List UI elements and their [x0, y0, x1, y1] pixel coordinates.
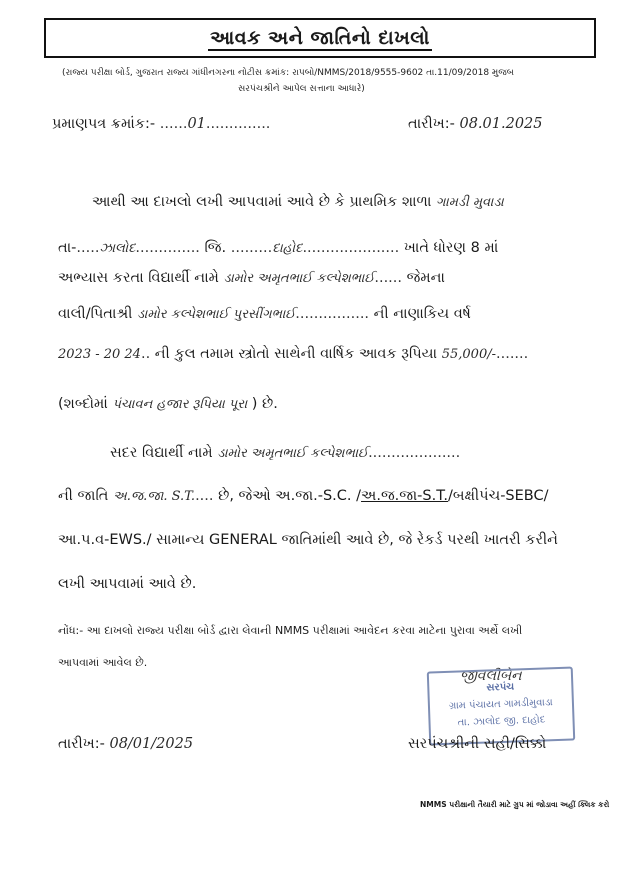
- para2-line3: આ.પ.વ-EWS./ સામાન્ય GENERAL જાતિમાંથી આવે છે, જે રેકર્ડ પરથી ખાતરી કરીને: [58, 532, 558, 548]
- certificate-number-label: પ્રમાણપત્ર ક્રમાંક:-: [52, 116, 156, 132]
- caste-options-end: /બક્ષીપંચ-SEBC/: [447, 488, 549, 504]
- school-name: ગામડી મુવાડા: [436, 195, 504, 210]
- para2-line2: ની જાતિ અ.જ.જા. S.T..... છે, જેઓ અ.જા.-S.C. /અ.જ.જા-S.T./બક્ષીપંચ-SEBC/: [58, 488, 549, 504]
- taluka-label: તા-: [58, 240, 77, 256]
- para1-line5: 2023 - 20 24.. ની કુલ તમામ સ્ત્રોતો સાથેની વાર્ષિક આવક રૂપિયા 55,000/-.......: [58, 346, 529, 362]
- title-box: [44, 18, 596, 58]
- para1-line2: તા-.....ઝાલોદ.............. જિ. .........દાહોદ..................... ખાતે ધોરણ 8 માં: [58, 240, 499, 256]
- note-line1: નોંધ:- આ દાખલો રાજ્ય પરીક્ષા બોર્ડ દ્વારા લેવાની NMMS પરીક્ષામાં આવેદન કરવા માટેના પુરાવા અર્થે લખી: [58, 624, 523, 637]
- financial-year-value: 2023 - 20 24: [58, 347, 141, 362]
- district-value: દાહોદ: [272, 241, 303, 256]
- para2-line4: લખી આપવામાં આવે છે.: [58, 576, 197, 592]
- stamp-line1: સરપંચ: [486, 681, 515, 694]
- stamp-line2: ગ્રામ પંચાયત ગામડીમુવાડા: [448, 697, 553, 712]
- document-title: આવક અને જાતિનો દાખલો: [210, 27, 430, 49]
- jemna-text: જેમના: [406, 270, 445, 286]
- caste-label: ની જાતિ: [58, 488, 109, 504]
- income-value: 55,000/-: [441, 347, 496, 362]
- para1-line1-text: આથી આ દાખલો લખી આપવામાં આવે છે કે પ્રાથમિક શાળા: [92, 194, 432, 210]
- bottom-date-label: તારીખ:-: [58, 736, 105, 752]
- para1-line1: [92, 194, 504, 210]
- para2-student-label: સદર વિદ્યાર્થી નામે: [110, 445, 213, 461]
- certificate-number-value: 01: [187, 116, 206, 132]
- words-label: (શબ્દોમાં: [58, 396, 108, 412]
- para2-line1: સદર વિદ્યાર્થી નામે ડામોર અમૃતભાઈ કલ્પેશભાઈ....................: [110, 445, 461, 461]
- note-line2: આપવામાં આવેલ છે.: [58, 656, 148, 669]
- date-value: 08.01.2025: [459, 116, 543, 132]
- taluka-value: ઝાલોદ: [99, 241, 136, 256]
- para1-line3: અભ્યાસ કરતા વિદ્યાર્થી નામે ડામોર અમૃતભાઈ કલ્પેશભાઈ...... જેમના: [58, 270, 445, 286]
- stamp-line3: તા. ઝાલોદ જી. દાહોદ: [457, 714, 546, 729]
- sarpanch-label: સરપંચશ્રીની સહી/સિક્કો: [408, 736, 547, 752]
- para2-student-name: ડામોર અમૃતભાઈ કલ્પેશભાઈ: [217, 446, 369, 461]
- sarpanch-signature: જીવલીબેન: [460, 668, 522, 684]
- income-words-value: પંચાવન હજાર રૂપિયા પૂરા: [112, 397, 248, 412]
- date-label: તારીખ:-: [408, 116, 455, 132]
- subtitle-line1: (રાજ્ય પરીક્ષા બોર્ડ, ગુજરાત રાજ્ય ગાંધીનગરના નોટીસ ક્રમાંક: રાપબો/NMMS/2018/9555-9602 તા.11/09/2018 મુજબ: [62, 68, 514, 78]
- date-row: [408, 116, 543, 132]
- standard-text: ખાતે ધોરણ 8 માં: [403, 240, 499, 256]
- subtitle-line2: સરપંચશ્રીને આપેલ સત્તાના આધારે): [238, 84, 365, 94]
- bottom-date-row: [58, 736, 193, 752]
- bottom-date-value: 08/01/2025: [109, 736, 194, 752]
- student-name-value: ડામોર અમૃતભાઈ કલ્પેશભાઈ: [223, 271, 375, 286]
- certificate-number-row: પ્રમાણપત્ર ક્રમાંક:- ......01..............: [52, 116, 271, 132]
- financial-year-text: ની નાણાકિય વર્ષ: [373, 306, 471, 322]
- student-label: અભ્યાસ કરતા વિદ્યાર્થી નામે: [58, 270, 219, 286]
- caste-value: અ.જ.જા. S.T.: [112, 489, 196, 504]
- caste-options-text: છે, જેઓ અ.જા.-S.C. /: [218, 488, 362, 504]
- sarpanch-stamp: [427, 666, 575, 745]
- district-label: જિ.: [204, 240, 227, 256]
- para1-line4: વાલી/પિતાશ્રી ડામોર કલ્પેશભાઈ પુરસીંગભાઈ................ ની નાણાકિય વર્ષ: [58, 306, 471, 322]
- guardian-name-value: ડામોર કલ્પેશભાઈ પુરસીંગભાઈ: [137, 307, 296, 322]
- para1-line6: [58, 396, 278, 412]
- income-text: ની કુલ તમામ સ્ત્રોતો સાથેની વાર્ષિક આવક રૂપિયા: [154, 346, 438, 362]
- words-suffix: ) છે.: [251, 396, 278, 412]
- guardian-label: વાલી/પિતાશ્રી: [58, 306, 133, 322]
- st-selected: અ.જ.જા-S.T.: [361, 488, 448, 504]
- footer-link[interactable]: NMMS પરીક્ષાની તૈયારી માટે ગ્રુપ માં જોડાવા અહીં ક્લિક કરો: [420, 800, 610, 809]
